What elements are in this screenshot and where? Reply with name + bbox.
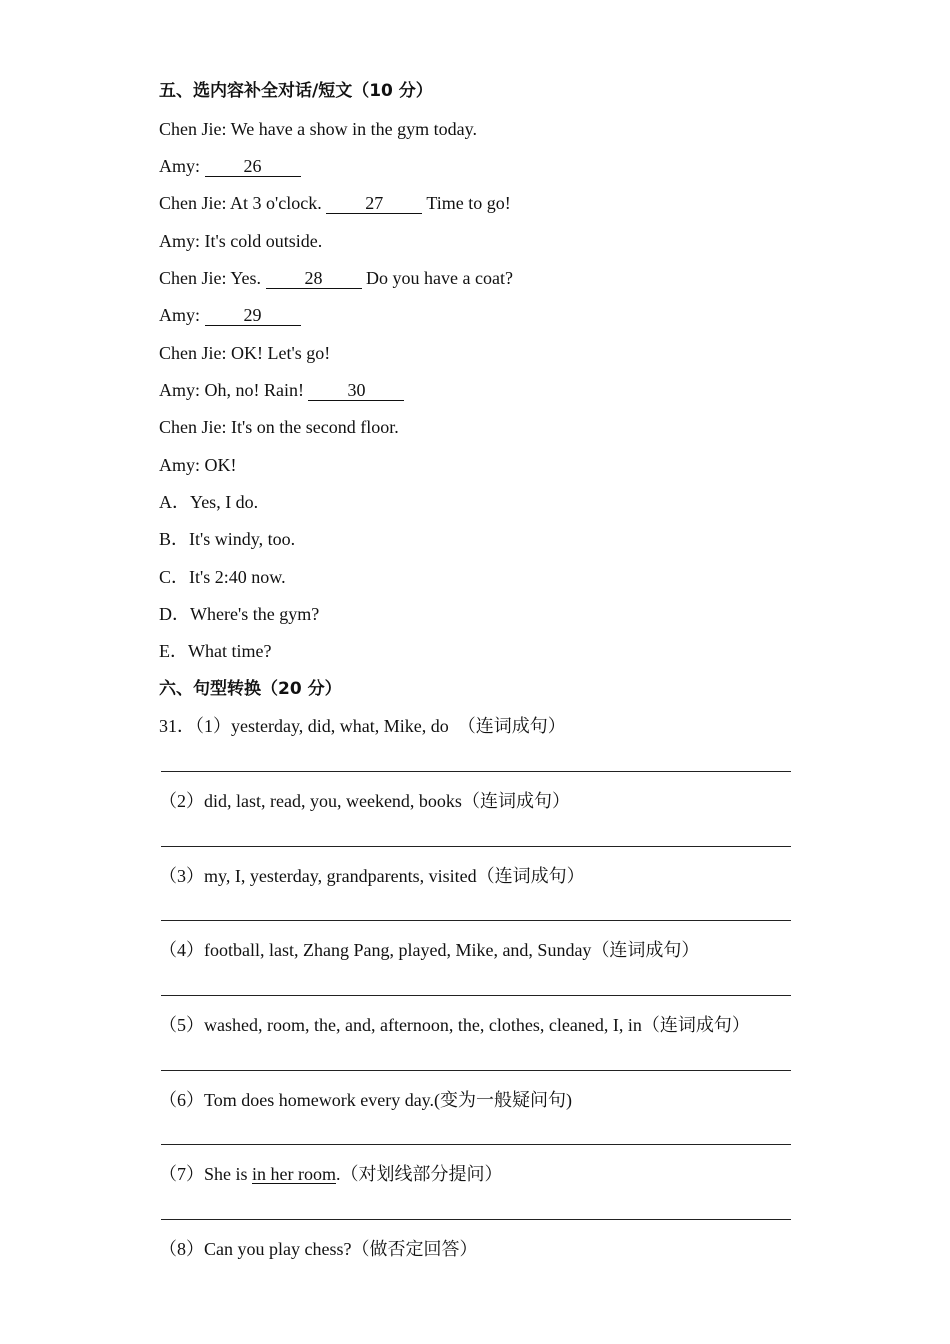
item-text: Can you play chess? <box>204 1239 352 1259</box>
item-instruction: （对划线部分提问） <box>340 1164 503 1184</box>
dialogue-text: Chen Jie: It's on the second floor. <box>159 417 399 437</box>
option-b <box>159 527 295 551</box>
item-text: football, last, Zhang Pang, played, Mike, and, Sunday <box>204 940 592 960</box>
dialogue-line-5 <box>159 266 513 290</box>
answer-blank-28[interactable]: 28 <box>266 268 362 289</box>
answer-line-1[interactable] <box>161 771 791 772</box>
transform-item-4 <box>159 938 699 962</box>
dialogue-speaker: Amy: <box>159 156 205 176</box>
answer-line-5[interactable] <box>161 1070 791 1071</box>
transform-item-7 <box>159 1162 503 1186</box>
item-instruction: （连词成句） <box>476 866 585 886</box>
dialogue-line-1 <box>159 117 477 141</box>
item-number: （3） <box>159 866 204 886</box>
option-text: It's windy, too. <box>189 529 296 549</box>
answer-line-2[interactable] <box>161 846 791 847</box>
dialogue-line-7 <box>159 341 330 365</box>
item-text-after: . <box>336 1164 341 1184</box>
option-text: Yes, I do. <box>190 492 259 512</box>
answer-line-4[interactable] <box>161 995 791 996</box>
option-e <box>159 639 271 663</box>
dialogue-line-2 <box>159 154 301 178</box>
dialogue-text-after: Do you have a coat? <box>361 268 513 288</box>
dialogue-line-6 <box>159 303 301 327</box>
dialogue-line-8 <box>159 378 404 402</box>
dialogue-line-10 <box>159 453 237 477</box>
answer-line-7[interactable] <box>161 1219 791 1220</box>
dialogue-line-9 <box>159 415 399 439</box>
dialogue-text-after: Time to go! <box>422 193 511 213</box>
item-number: （5） <box>159 1015 204 1035</box>
answer-blank-30[interactable]: 30 <box>308 380 404 401</box>
answer-line-3[interactable] <box>161 920 791 921</box>
dialogue-text: Chen Jie: At 3 o'clock. <box>159 193 327 213</box>
dialogue-text: Chen Jie: Yes. <box>159 268 266 288</box>
option-letter: C． <box>159 567 190 587</box>
item-number: （1） <box>195 716 231 736</box>
section-6-heading: 六、句型转换（20 分） <box>159 679 342 699</box>
transform-item-3 <box>159 864 585 888</box>
item-text: yesterday, did, what, Mike, do <box>231 716 449 736</box>
transform-item-5 <box>159 1013 750 1037</box>
option-text: What time? <box>188 641 272 661</box>
option-letter: A． <box>159 492 190 512</box>
answer-blank-26[interactable]: 26 <box>205 156 301 177</box>
item-number: （6） <box>159 1090 204 1110</box>
item-number: （8） <box>159 1239 204 1259</box>
dialogue-text: Amy: It's cold outside. <box>159 231 323 251</box>
dialogue-speaker: Amy: <box>159 305 205 325</box>
dialogue-text: Chen Jie: We have a show in the gym today. <box>159 119 477 139</box>
item-text: my, I, yesterday, grandparents, visited <box>204 866 477 886</box>
transform-item-1 <box>159 714 566 738</box>
answer-line-6[interactable] <box>161 1144 791 1145</box>
answer-blank-27[interactable]: 27 <box>326 193 422 214</box>
section-5-heading: 五、选内容补全对话/短文（10 分） <box>159 81 433 101</box>
transform-item-8 <box>159 1237 477 1261</box>
dialogue-line-4 <box>159 229 322 253</box>
item-instruction: （连词成句） <box>641 1015 750 1035</box>
option-letter: D． <box>159 604 190 624</box>
question-number: 31． <box>159 716 195 736</box>
dialogue-text: Amy: Oh, no! Rain! <box>159 380 309 400</box>
dialogue-line-3 <box>159 191 511 215</box>
dialogue-text: Chen Jie: OK! Let's go! <box>159 343 331 363</box>
item-number: （7） <box>159 1164 204 1184</box>
option-letter: E． <box>159 641 188 661</box>
option-letter: B． <box>159 529 190 549</box>
item-text: Tom does homework every day. <box>204 1090 435 1110</box>
underlined-phrase: in her room <box>252 1164 336 1184</box>
item-text: She is <box>204 1164 253 1184</box>
item-instruction: （连词成句） <box>461 791 570 811</box>
item-number: （2） <box>159 791 204 811</box>
option-text: It's 2:40 now. <box>189 567 286 587</box>
option-d <box>159 602 319 626</box>
item-instruction: （连词成句） <box>448 716 566 736</box>
dialogue-text: Amy: OK! <box>159 455 237 475</box>
item-instruction: （做否定回答） <box>351 1239 478 1259</box>
item-instruction: (变为一般疑问句) <box>434 1090 573 1110</box>
item-text: washed, room, the, and, afternoon, the, clothes, cleaned, I, in <box>204 1015 642 1035</box>
answer-blank-29[interactable]: 29 <box>205 305 301 326</box>
transform-item-2 <box>159 789 570 813</box>
item-number: （4） <box>159 940 204 960</box>
option-text: Where's the gym? <box>190 604 320 624</box>
item-instruction: （连词成句） <box>591 940 700 960</box>
option-a <box>159 490 258 514</box>
item-text: did, last, read, you, weekend, books <box>204 791 462 811</box>
transform-item-6 <box>159 1088 572 1112</box>
option-c <box>159 565 286 589</box>
